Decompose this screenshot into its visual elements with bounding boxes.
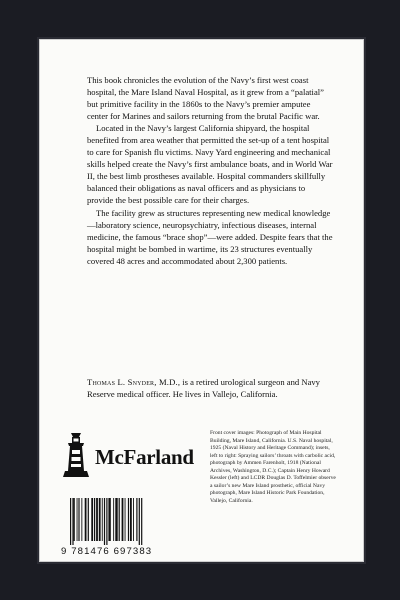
text-panel (39, 39, 364, 562)
author-bio (87, 376, 333, 400)
cover-image-credits: Front cover images: Photograph of Main Hospital Building, Mare Island, California. U.S. Naval hospital, 1925 (Naval History and Heritage Command); insets, left to right: Spraying sailors’ throats with carbolic acid, photograph by Ammen Farenholt, 1918 (National Archives, Washington, D.C.); Captain Henry Howard Kessler (left) and LCDR Douglas D. Toffelmier observe a sailor’s new Mare Island prosthetic, official Navy photograph, Mare Island Historic Park Foundation, Vallejo, California. (210, 430, 336, 504)
publisher-name: McFarland (95, 445, 194, 469)
description-paragraph-3: The facility grew as structures representing new medical knowledge—laboratory science, neuropsychiatry, infectious diseases, internal medicine, the famous “brace shop”—were added. Despite fears that the hospital might be bombed in wartime, its 23 structures eventually covered 48 acres and accommodated about 2,300 patients. (87, 207, 333, 266)
isbn-number: 9 781476 697383 (61, 546, 153, 557)
book-description (87, 74, 333, 267)
description-paragraph-1: This book chronicles the evolution of the Navy’s first west coast hospital, the Mare Island Naval Hospital, as it grew from a “palatial” but primitive facility in the 1860s to the Navy’s premier amputee center for Marines and sailors returning from the brutal Pacific war. (87, 75, 324, 122)
publisher-logo (62, 431, 202, 481)
barcode-bars (61, 498, 203, 545)
lighthouse-icon (62, 431, 90, 479)
author-bio-text: , is a retired urological surgeon and Navy Reserve medical officer. He lives in Vallejo, California. (87, 377, 320, 400)
isbn-barcode (61, 498, 203, 558)
author-name: Thomas L. Snyder, M.D. (87, 377, 178, 387)
description-paragraph-2: Located in the Navy’s largest California shipyard, the hospital benefited from area weather that permitted the set-up of a tent hospital to care for Spanish flu victims. Navy Yard engineering and mechanical skills helped create the Navy’s first ambulance boats, and in World War II, the best limb prostheses available. Hospital commanders skillfully balanced their obligations as naval officers and as physicians to provide the best possible care for their charges. (87, 123, 333, 206)
